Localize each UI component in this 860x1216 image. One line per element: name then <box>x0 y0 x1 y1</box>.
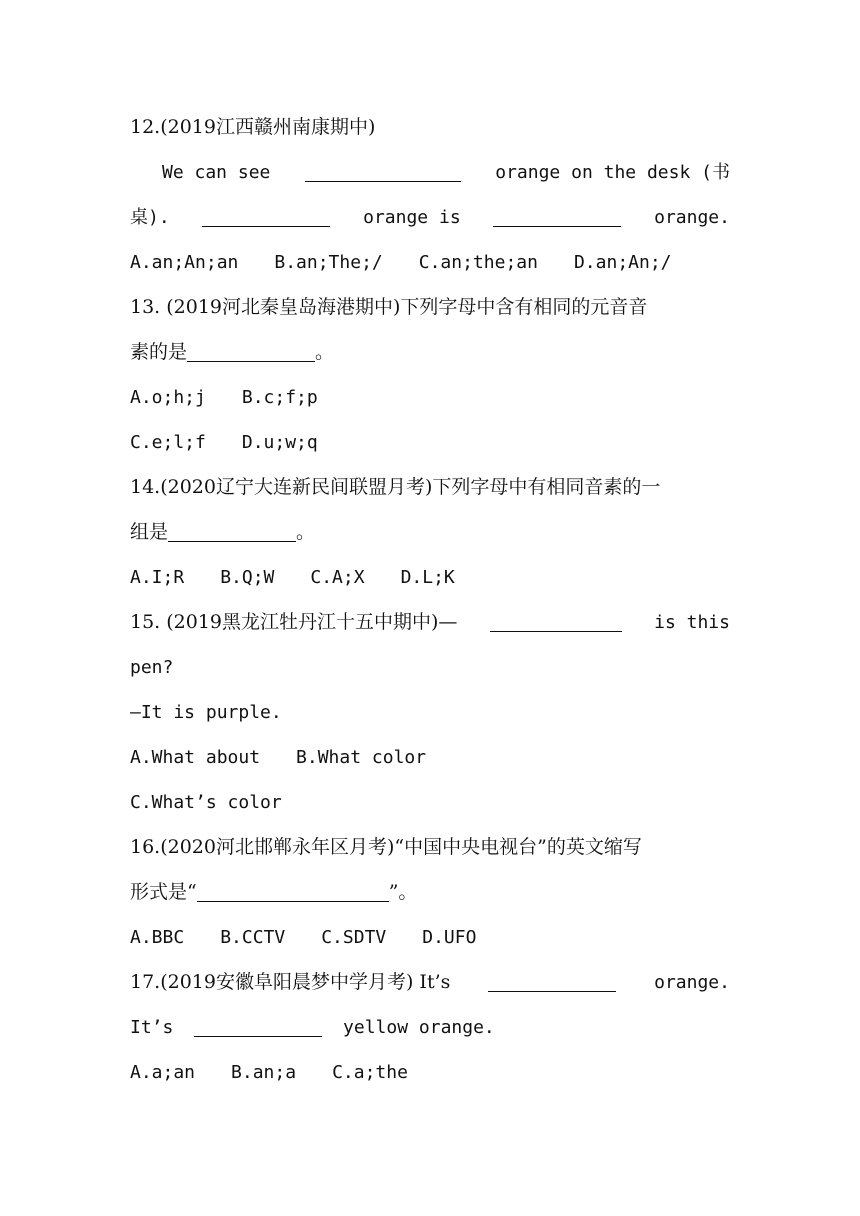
q16-option-a[interactable]: A.BBC <box>130 927 185 948</box>
q16-option-c[interactable]: C.SDTV <box>321 927 387 948</box>
q14-stem-line-2 <box>130 510 730 555</box>
q12-stem-text-3: 桌). <box>130 207 170 228</box>
q14-stem-text-1: 组是 <box>130 521 169 543</box>
q17-options <box>130 1050 730 1095</box>
q16-option-b[interactable]: B.CCTV <box>220 927 286 948</box>
q12-stem-line-2 <box>130 195 730 240</box>
q16-option-d[interactable]: D.UFO <box>422 927 477 948</box>
q16-header: 16.(2020河北邯郸永年区月考)“中国中央电视台”的英文缩写 <box>130 836 642 858</box>
q15-options-row-2 <box>130 780 730 825</box>
q17-blank-1[interactable] <box>488 990 616 992</box>
q12-blank-2[interactable] <box>202 225 330 227</box>
q17-option-b[interactable]: B.an;a <box>231 1062 297 1083</box>
q12-blank-3[interactable] <box>493 225 621 227</box>
q15-option-a[interactable]: A.What about <box>130 747 261 768</box>
q16-stem-line-2 <box>130 870 730 915</box>
q16-stem-text-2: ”。 <box>388 881 418 903</box>
q14-header: 14.(2020辽宁大连新民间联盟月考)下列字母中有相同音素的一 <box>130 476 661 498</box>
q17-stem-text-2: yellow orange. <box>343 1017 495 1038</box>
q14-stem-text-2: 。 <box>296 521 316 543</box>
q15-option-b[interactable]: B.What color <box>296 747 427 768</box>
q13-stem-line-2 <box>130 330 730 375</box>
q16-options <box>130 915 730 960</box>
q13-option-d[interactable]: D.u;w;q <box>241 432 318 453</box>
q13-options-row-1 <box>130 375 730 420</box>
q17-option-a[interactable]: A.a;an <box>130 1062 196 1083</box>
q16-stem-text-1: 形式是“ <box>130 881 197 903</box>
q12-stem-text-2: orange on the desk (书 <box>495 162 730 183</box>
q14-option-b[interactable]: B.Q;W <box>220 567 275 588</box>
q17-header-text: 17.(2019安徽阜阳晨梦中学月考) It’s <box>130 971 451 993</box>
q16-blank[interactable] <box>197 900 389 902</box>
q12-stem-text-1: We can see <box>162 162 271 183</box>
q13-header: 13. (2019河北秦皇岛海港期中)下列字母中含有相同的元音音 <box>130 296 648 318</box>
q13-stem-text-2: 。 <box>315 341 335 363</box>
q12-header: 12.(2019江西赣州南康期中) <box>130 116 376 138</box>
q17-header <box>130 960 730 1005</box>
q17-stem-text-1: It’s <box>130 1017 174 1038</box>
q14-options <box>130 555 730 600</box>
q12-option-d[interactable]: D.an;An;/ <box>573 252 672 273</box>
q17-option-c[interactable]: C.a;the <box>332 1062 408 1083</box>
q13-blank[interactable] <box>187 360 315 362</box>
q13-option-b[interactable]: B.c;f;p <box>241 387 318 408</box>
q15-header-text: 15. (2019黑龙江牡丹江十五中期中)— <box>130 611 458 633</box>
q17-stem-line-2 <box>130 1005 730 1050</box>
q14-option-a[interactable]: A.I;R <box>130 567 185 588</box>
q12-blank-1[interactable] <box>305 180 461 182</box>
q15-option-c[interactable]: C.What’s color <box>130 792 282 813</box>
q14-blank[interactable] <box>168 540 296 542</box>
q17-blank-2[interactable] <box>194 1035 322 1037</box>
q14-option-d[interactable]: D.L;K <box>400 567 455 588</box>
q15-blank[interactable] <box>490 630 622 632</box>
q15-header <box>130 600 730 645</box>
q13-option-a[interactable]: A.o;h;j <box>130 387 206 408</box>
q12-stem-line-1 <box>130 150 730 195</box>
q14-option-c[interactable]: C.A;X <box>310 567 365 588</box>
q17-header-text-2: orange. <box>654 972 730 993</box>
q12-option-c[interactable]: C.an;the;an <box>418 252 538 273</box>
q13-stem-text-1: 素的是 <box>130 341 188 363</box>
q13-options-row-2 <box>130 420 730 465</box>
q13-option-c[interactable]: C.e;l;f <box>130 432 206 453</box>
worksheet-page <box>130 105 730 1095</box>
q12-options <box>130 240 730 285</box>
q15-stem-line-2: pen? <box>130 657 174 678</box>
q15-header-text-2: is this <box>654 612 730 633</box>
q15-options-row-1 <box>130 735 730 780</box>
q12-option-a[interactable]: A.an;An;an <box>130 252 239 273</box>
q12-stem-text-4: orange is <box>363 207 461 228</box>
q12-option-b[interactable]: B.an;The;/ <box>274 252 383 273</box>
q15-stem-line-3: —It is purple. <box>130 702 282 723</box>
q12-stem-text-5: orange. <box>654 207 730 228</box>
